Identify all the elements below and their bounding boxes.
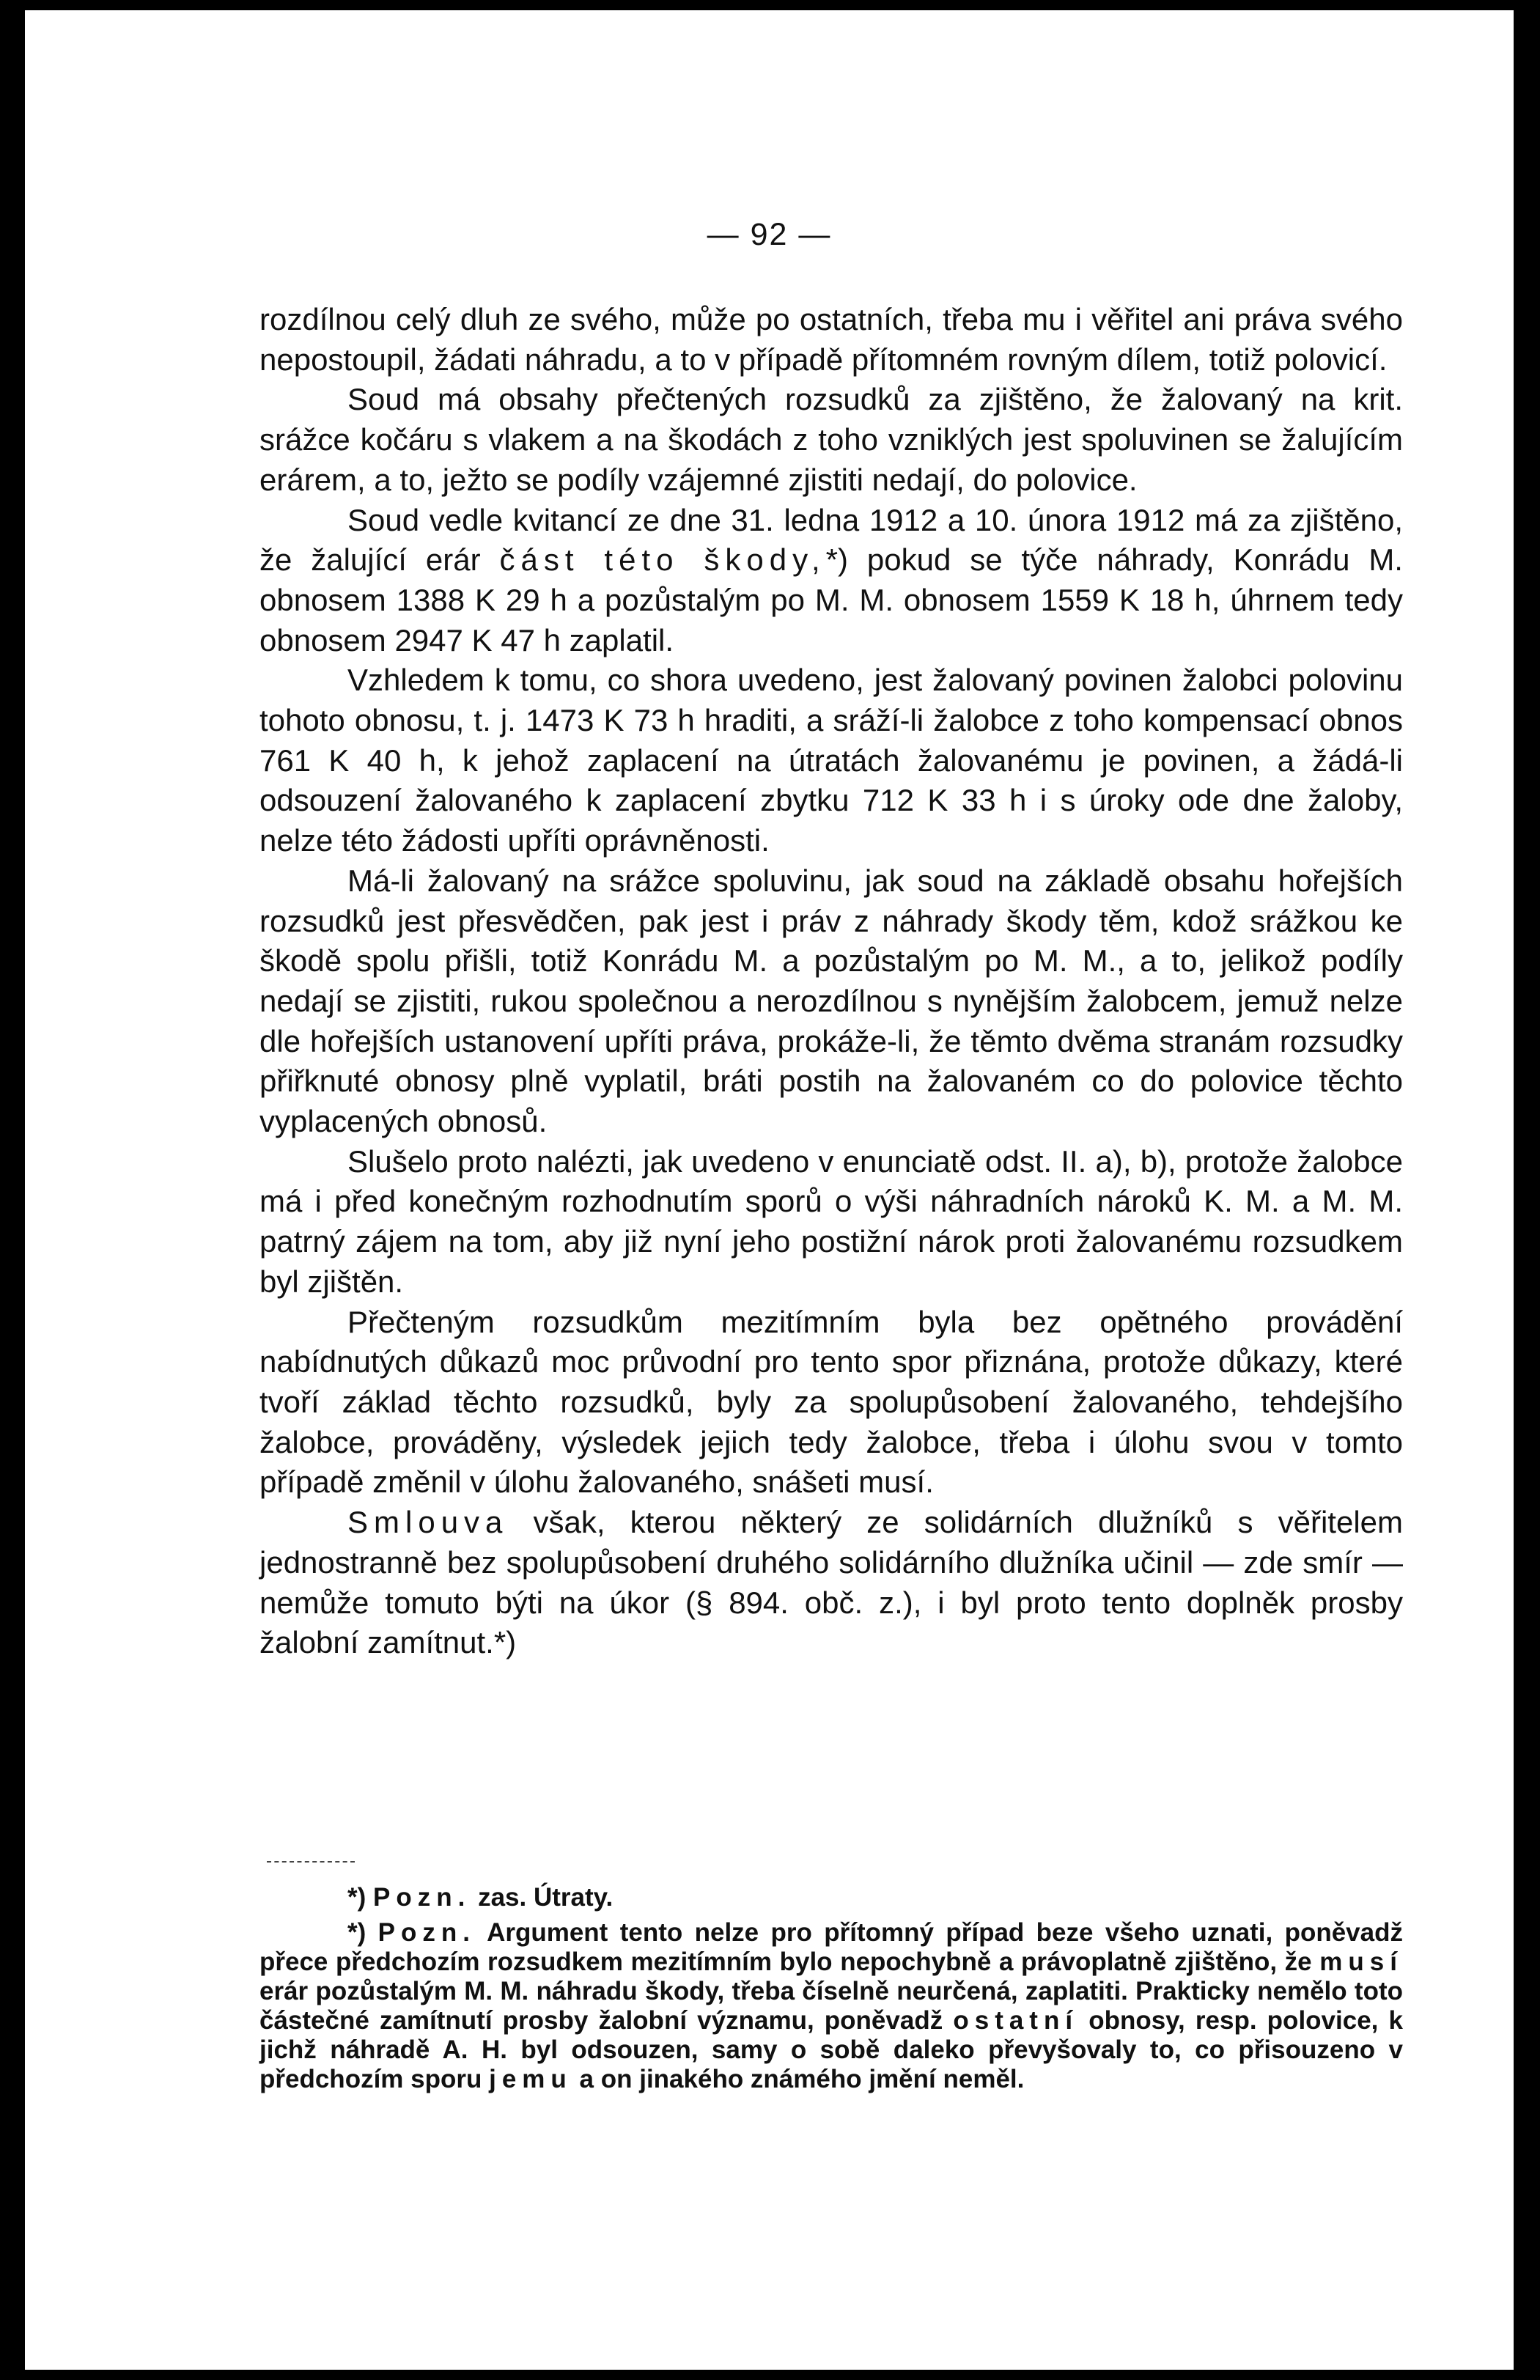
footnote-2-text: a on jinakého známého jmění neměl. xyxy=(579,2065,1025,2093)
body-text xyxy=(259,300,1403,1663)
paragraph-4: Vzhledem k tomu, co shora uvedeno, jest žalovaný povinen žalobci polovinu tohoto obnosu, t. j. 1473 K 73 h hraditi, a sráží-li žalobce z toho kompensací obnos 761 K 40 h, k jehož zaplacení na útratách žalovanému je povinen, a žádá-li odsouzení žalovaného k zaplacení zbytku 712 K 33 h i s úroky ode dne žaloby, nelze této žádosti upříti oprávněnosti. xyxy=(259,663,1403,858)
footnote-label: Pozn. xyxy=(377,1918,476,1947)
spaced-emphasis: část této škody, xyxy=(499,542,826,578)
footnote-label: Pozn. xyxy=(373,1883,471,1912)
paragraph-5: Má-li žalovaný na srážce spoluvinu, jak soud na základě obsahu hořejších rozsudků jest přesvědčen, pak jest i práv z náhrady škody těm, kdož srážkou ke škodě spolu přišli, totiž Konrádu M. a pozůstalým po M. M., a to, jelikož podíly nedají se zjistiti, rukou společnou a nerozdílnou s nynějším žalobcem, jemuž nelze dle hořejších ustanovení upříti práva, prokáže-li, že těmto dvěma stranám rozsudky přiřknuté obnosy plně vyplatil, bráti postih na žalovaném co do polovice těchto vyplacených obnosů. xyxy=(259,863,1403,1139)
footnote-2-text: Argument tento nelze pro přítomný případ beze všeho uznati, poněvadž přece předchozím rozsudkem mezitímním bylo nepochybně a právoplatně zjištěno, že xyxy=(259,1918,1403,1976)
footnotes xyxy=(259,1883,1403,2097)
paragraph-2: Soud má obsahy přečtených rozsudků za zjištěno, že žalovaný na krit. srážce kočáru s vlakem a na škodách z toho vzniklých jest spoluvinen se žalujícím erárem, a to, ježto se podíly vzájemné zjistiti nedají, do polovice. xyxy=(259,382,1403,497)
paragraph-6: Slušelo proto nalézti, jak uvedeno v enunciatě odst. II. a), b), protože žalobce má i před konečným rozhodnutím sporů o výši náhradních nároků K. M. a M. M. patrný zájem na tom, aby již nyní jeho postižní nárok proti žalovanému rozsudkem byl zjištěn. xyxy=(259,1143,1403,1299)
paragraph-8-end: však, kterou některý ze solidárních dlužníků s věřitelem jednostranně bez spolupůsobení druhého solidárního dlužníka učinil — zde smír — nemůže tomuto býti na úkor (§ 894. obč. z.), i byl proto tento doplněk prosby žalobní zamítnut.*) xyxy=(259,1505,1404,1660)
footnote-marker: *) xyxy=(347,1918,366,1947)
paragraph-3-start: Soud vedle kvitancí ze dne 31. ledna 1912 a 10. února 1912 má za zjištěno, že žalující erár xyxy=(259,502,1403,578)
footnote-2-text: obnosy, resp. polovice, k jichž náhradě A. H. byl odsouzen, samy o sobě daleko převyšovaly to, co přisouzeno v předchozím sporu xyxy=(259,2006,1403,2093)
footnote-2-text: erár pozůstalým M. M. náhradu škody, třeba číselně neurčená, zaplatiti. Prakticky nemělo toto částečné zamítnutí prosby žalobní významu, poněvadž xyxy=(259,1977,1403,2035)
spaced-emphasis: ostatní xyxy=(953,2006,1079,2035)
spaced-emphasis: Smlouva xyxy=(347,1505,509,1540)
footnote-marker: *) xyxy=(347,1883,366,1912)
paragraph-8 xyxy=(259,1503,1403,1663)
spaced-emphasis: jemu xyxy=(489,2065,572,2093)
footnote-separator xyxy=(267,1861,355,1863)
spaced-emphasis: musí xyxy=(1319,1948,1403,1976)
document-page xyxy=(25,10,1514,2370)
paragraph-3-end: *) pokud se týče náhrady, Konrádu M. obnosem 1388 K 29 h a pozůstalým po M. M. obnosem 1559 K 18 h, úhrnem tedy obnosem 2947 K 47 h zaplatil. xyxy=(259,542,1403,657)
paragraph-1: rozdílnou celý dluh ze svého, může po ostatních, třeba mu i věřitel ani práva svého nepostoupil, žádati náhradu, a to v případě přítomném rovným dílem, totiž polovicí. xyxy=(259,302,1403,377)
footnote-1-text: zas. Útraty. xyxy=(478,1883,614,1912)
page-number: — 92 — xyxy=(707,217,832,252)
paragraph-7: Přečteným rozsudkům mezitímním byla bez opětného provádění nabídnutých důkazů moc průvodní pro tento spor přiznána, protože důkazy, které tvoří základ těchto rozsudků, byly za spolupůsobení žalovaného, tehdejšího žalobce, prováděny, výsledek jejich tedy žalobce, třeba i úlohu svou v tomto případě změnil v úlohu žalovaného, snášeti musí. xyxy=(259,1304,1403,1500)
footnote-1 xyxy=(259,1883,1403,1912)
footnote-2 xyxy=(259,1918,1403,2094)
paragraph-3 xyxy=(259,501,1403,661)
